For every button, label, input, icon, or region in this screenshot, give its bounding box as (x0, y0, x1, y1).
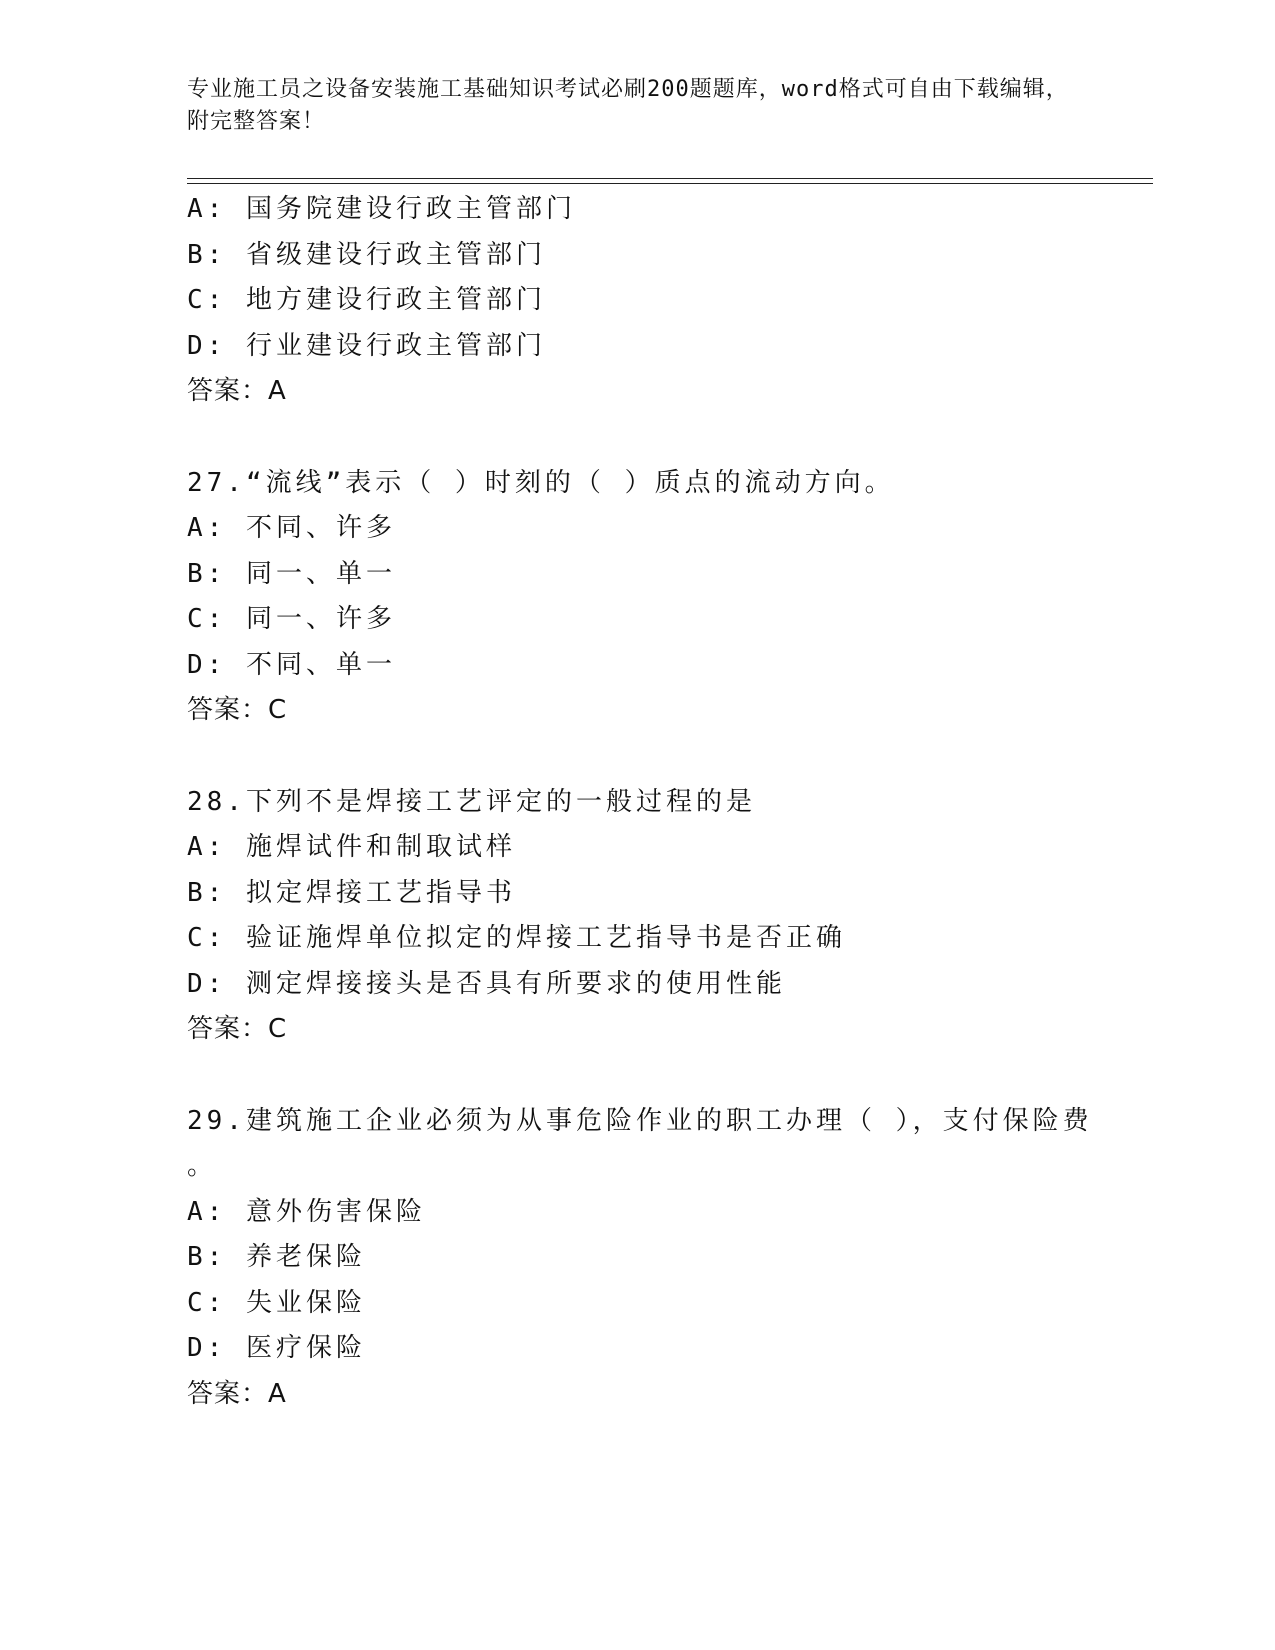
answer: 答案：C (187, 1014, 288, 1044)
document-header: 专业施工员之设备安装施工基础知识考试必刷200题题库，word格式可自由下载编辑，附完整答案！ (187, 77, 1069, 134)
option-a: A: 国务院建设行政主管部门 (187, 194, 576, 224)
option-b: B: 拟定焊接工艺指导书 (187, 877, 516, 908)
option-a: A: 意外伤害保险 (187, 1196, 426, 1227)
question-stem-continuation: 。 (187, 1151, 218, 1181)
option-d: D: 不同、单一 (187, 649, 396, 680)
question-list (187, 187, 1147, 1417)
option-d: D: 医疗保险 (187, 1333, 366, 1363)
question-29 (187, 1099, 1147, 1418)
option-b: B: 同一、单一 (187, 558, 396, 589)
option-c: C: 地方建设行政主管部门 (187, 285, 546, 315)
question-26 (187, 187, 1147, 415)
option-a: A: 不同、许多 (187, 513, 396, 543)
question-stem: 28.下列不是焊接工艺评定的一般过程的是 (187, 786, 756, 817)
option-c: C: 验证施焊单位拟定的焊接工艺指导书是否正确 (187, 923, 846, 953)
header-rule-top (187, 178, 1153, 179)
option-b: B: 养老保险 (187, 1242, 366, 1272)
option-c: C: 失业保险 (187, 1287, 366, 1318)
option-a: A: 施焊试件和制取试样 (187, 832, 516, 862)
header-rule-bottom (187, 183, 1153, 184)
question-stem: 29.建筑施工企业必须为从事危险作业的职工办理（ ），支付保险费 (187, 1105, 1093, 1136)
answer: 答案：A (187, 376, 287, 406)
question-stem: 27.“流线”表示（ ）时刻的（ ）质点的流动方向。 (187, 467, 895, 498)
question-28 (187, 780, 1147, 1053)
answer: 答案：C (187, 695, 288, 725)
option-c: C: 同一、许多 (187, 604, 396, 634)
option-d: D: 测定焊接接头是否具有所要求的使用性能 (187, 968, 786, 999)
option-b: B: 省级建设行政主管部门 (187, 239, 546, 270)
option-d: D: 行业建设行政主管部门 (187, 330, 546, 361)
question-27 (187, 461, 1147, 734)
answer: 答案：A (187, 1378, 287, 1409)
